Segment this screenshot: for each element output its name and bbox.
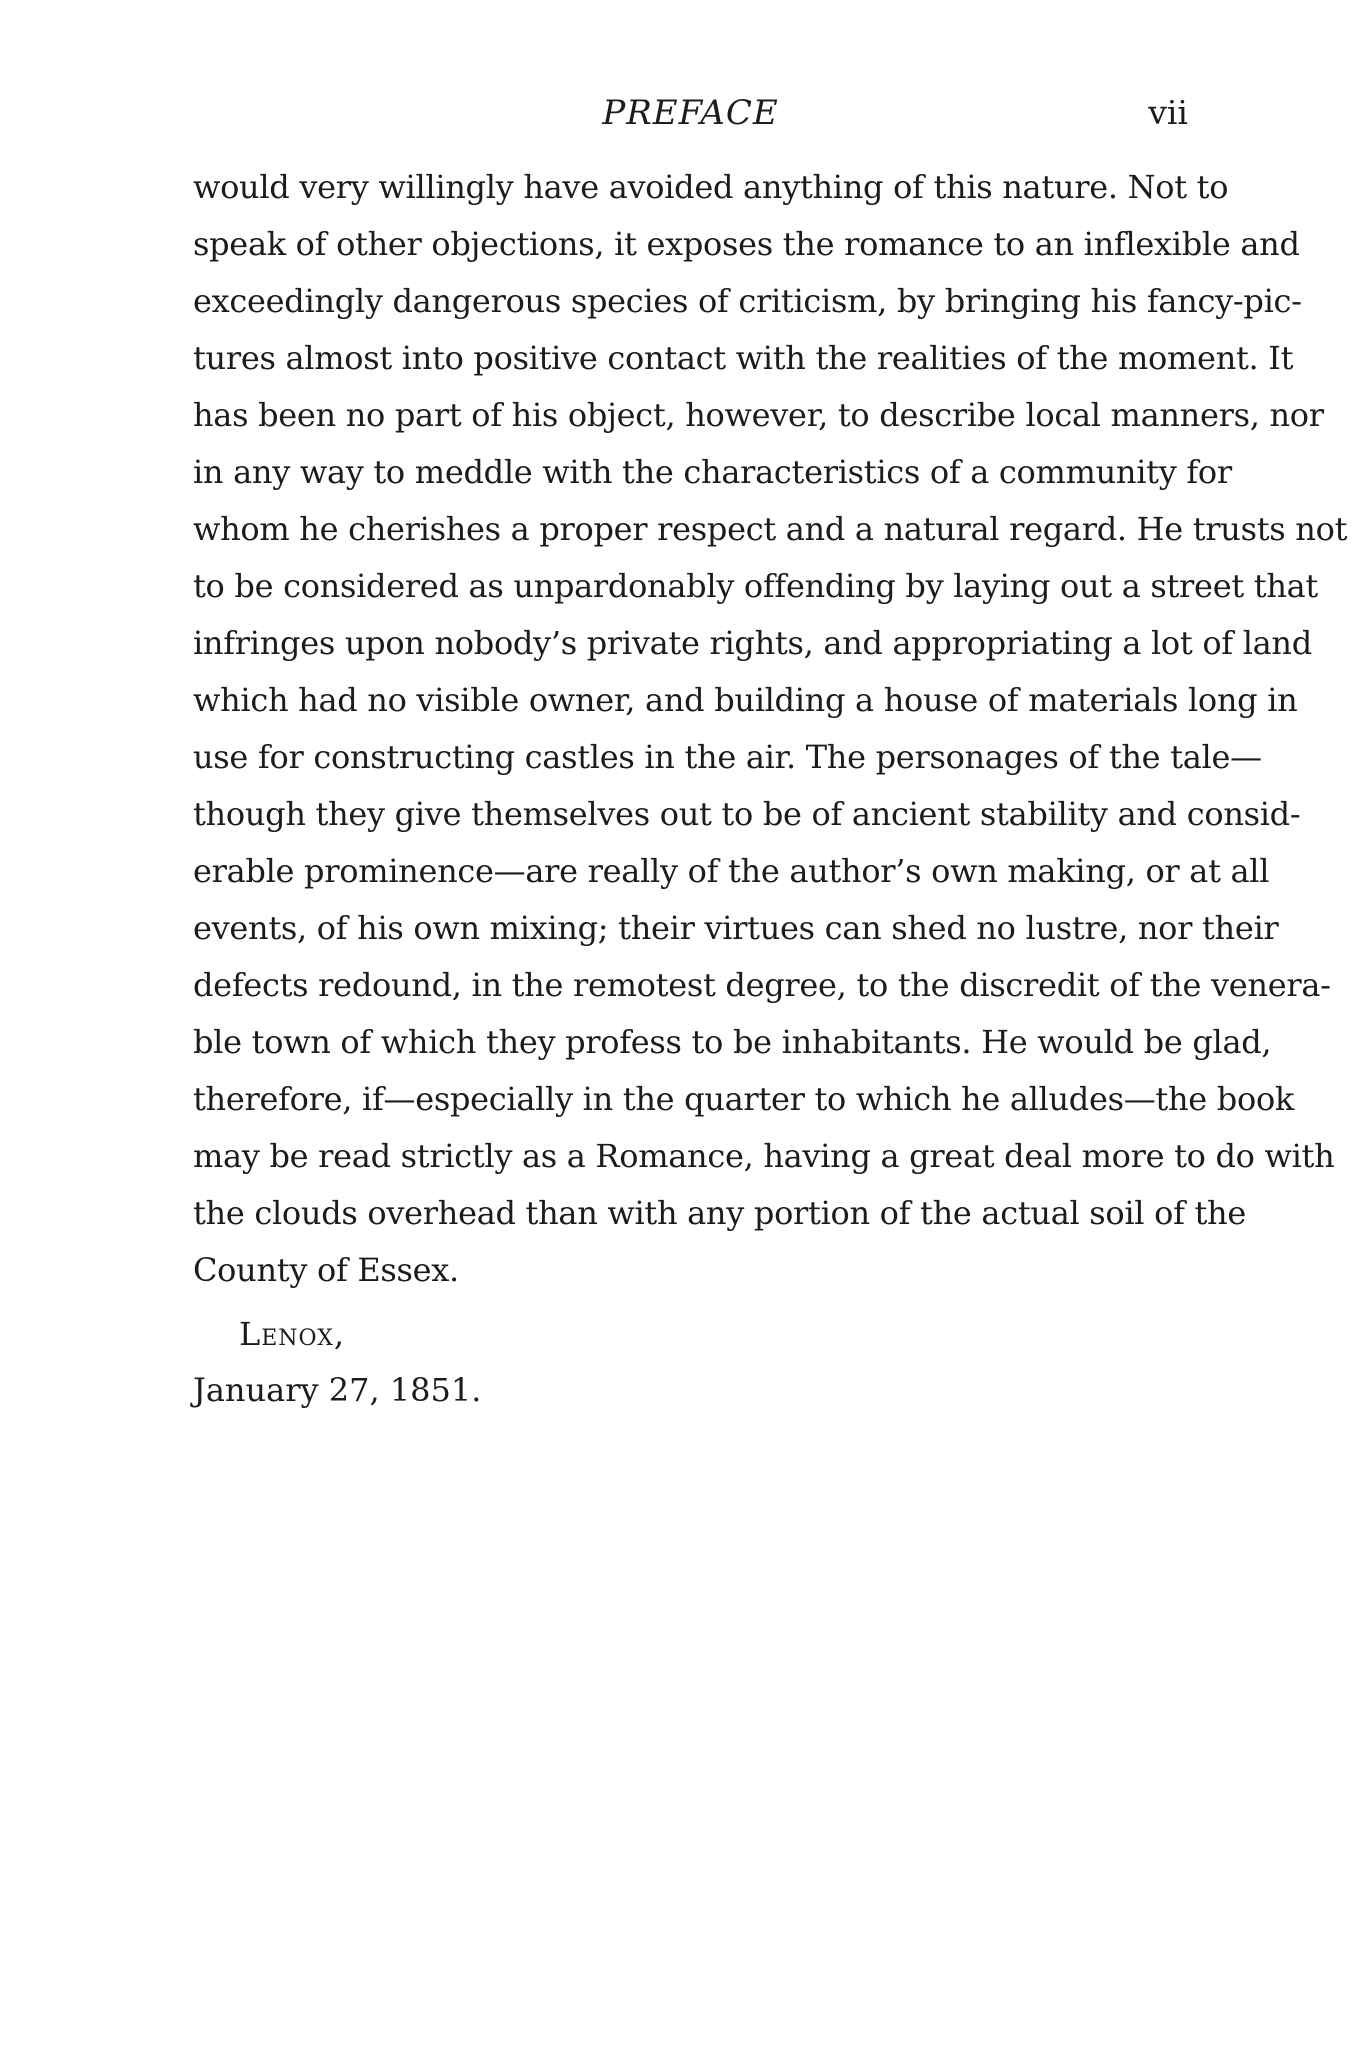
text-line: may be read strictly as a Romance, having a great deal more to do with	[193, 1137, 1335, 1175]
text-line: has been no part of his object, however, to describe local manners, nor	[193, 396, 1324, 434]
running-head	[193, 88, 1188, 138]
text-line: therefore, if—especially in the quarter to which he alludes—the book	[193, 1080, 1295, 1118]
text-line: events, of his own mixing; their virtues can shed no lustre, nor their	[193, 909, 1279, 947]
text-line: whom he cherishes a proper respect and a natural regard. He trusts not	[193, 510, 1348, 548]
running-title: PREFACE	[602, 93, 779, 133]
text-line: infringes upon nobody’s private rights, and appropriating a lot of land	[193, 624, 1312, 662]
text-line: would very willingly have avoided anything of this nature. Not to	[193, 168, 1229, 206]
text-line: erable prominence—are really of the author’s own making, or at all	[193, 852, 1270, 890]
page-number: vii	[1148, 93, 1188, 132]
signature-place: Lenox,	[239, 1315, 346, 1353]
text-line: speak of other objections, it exposes the romance to an inflexible and	[193, 225, 1300, 263]
text-line: though they give themselves out to be of ancient stability and consid-	[193, 795, 1301, 833]
preface-paragraph	[193, 159, 1348, 1299]
text-line: to be considered as unpardonably offending by laying out a street that	[193, 567, 1318, 605]
text-line: the clouds overhead than with any portion of the actual soil of the	[193, 1194, 1246, 1232]
signature-block	[193, 1306, 1188, 1418]
text-line: use for constructing castles in the air. The personages of the tale—	[193, 738, 1262, 776]
text-line: defects redound, in the remotest degree, to the discredit of the venera-	[193, 966, 1331, 1004]
text-line: which had no visible owner, and building a house of materials long in	[193, 681, 1298, 719]
text-line: in any way to meddle with the characteristics of a community for	[193, 453, 1232, 491]
text-line-last: County of Essex.	[193, 1251, 459, 1289]
signature-date: January 27, 1851.	[193, 1371, 482, 1409]
text-line: tures almost into positive contact with the realities of the moment. It	[193, 339, 1294, 377]
text-line: ble town of which they profess to be inhabitants. He would be glad,	[193, 1023, 1272, 1061]
text-line: exceedingly dangerous species of criticism, by bringing his fancy-pic-	[193, 282, 1302, 320]
